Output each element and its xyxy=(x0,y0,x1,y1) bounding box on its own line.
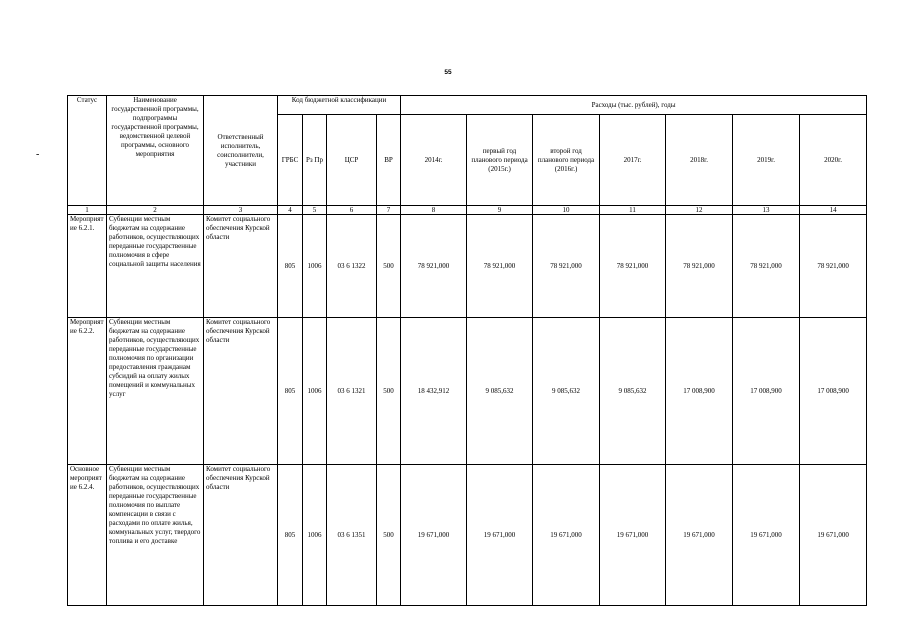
row-responsible: Комитет социального обеспечения Курской области xyxy=(204,318,278,465)
row-value-2014: 19 671,000 xyxy=(401,465,467,606)
row-value-2017: 78 921,000 xyxy=(600,215,666,318)
row-value-2019: 78 921,000 xyxy=(733,215,800,318)
header-budget-code: Код бюджетной классификации xyxy=(278,96,401,115)
row-value-2019: 17 008,900 xyxy=(733,318,800,465)
row-csr: 03 6 1351 xyxy=(327,465,377,606)
column-number-row xyxy=(68,206,867,215)
column-number: 6 xyxy=(327,206,377,215)
header-2020: 2020г. xyxy=(800,115,867,206)
table-row xyxy=(68,465,867,606)
row-csr: 03 6 1321 xyxy=(327,318,377,465)
column-number: 12 xyxy=(666,206,733,215)
row-vr: 500 xyxy=(377,318,401,465)
row-rzpr: 1006 xyxy=(303,465,327,606)
row-grbs: 805 xyxy=(278,465,303,606)
row-value-2017: 9 085,632 xyxy=(600,318,666,465)
column-number: 14 xyxy=(800,206,867,215)
row-value-2020: 17 008,900 xyxy=(800,318,867,465)
column-number: 8 xyxy=(401,206,467,215)
header-2014: 2014г. xyxy=(401,115,467,206)
column-number: 3 xyxy=(204,206,278,215)
header-name: Наименование государственной программы, подпрограммы государственной программы, ведомственной целевой программы, основного мероприятия xyxy=(107,96,204,206)
row-grbs: 805 xyxy=(278,215,303,318)
row-value-2017: 19 671,000 xyxy=(600,465,666,606)
row-csr: 03 6 1322 xyxy=(327,215,377,318)
header-vr: ВР xyxy=(377,115,401,206)
row-value-2014: 18 432,912 xyxy=(401,318,467,465)
header-responsible: Ответственный исполнитель, соисполнители, участники xyxy=(204,96,278,206)
header-2017: 2017г. xyxy=(600,115,666,206)
header-row-1 xyxy=(68,96,867,115)
header-2015: первый год планового периода (2015г.) xyxy=(467,115,533,206)
header-2016: второй год планового периода (2016г.) xyxy=(533,115,600,206)
column-number: 11 xyxy=(600,206,666,215)
row-status: Основное мероприятие 6.2.4. xyxy=(68,465,107,606)
row-value-2014: 78 921,000 xyxy=(401,215,467,318)
row-value-2015: 9 085,632 xyxy=(467,318,533,465)
row-value-2016: 19 671,000 xyxy=(533,465,600,606)
header-expenses: Расходы (тыс. рублей), годы xyxy=(401,96,867,115)
row-status: Мероприятие 6.2.1. xyxy=(68,215,107,318)
row-rzpr: 1006 xyxy=(303,215,327,318)
table-row xyxy=(68,318,867,465)
row-value-2016: 78 921,000 xyxy=(533,215,600,318)
row-vr: 500 xyxy=(377,465,401,606)
column-number: 10 xyxy=(533,206,600,215)
header-2019: 2019г. xyxy=(733,115,800,206)
row-value-2018: 78 921,000 xyxy=(666,215,733,318)
header-status: Статус xyxy=(68,96,107,206)
header-csr: ЦСР xyxy=(327,115,377,206)
row-vr: 500 xyxy=(377,215,401,318)
header-grbs: ГРБС xyxy=(278,115,303,206)
column-number: 2 xyxy=(107,206,204,215)
column-number: 9 xyxy=(467,206,533,215)
page-number: 55 xyxy=(444,69,452,76)
row-value-2019: 19 671,000 xyxy=(733,465,800,606)
column-number: 13 xyxy=(733,206,800,215)
row-value-2015: 78 921,000 xyxy=(467,215,533,318)
row-name: Субвенции местным бюджетам на содержание работников, осуществляющих переданные государственные полномочия в сфере социальной защиты населения xyxy=(107,215,204,318)
column-number: 7 xyxy=(377,206,401,215)
budget-table xyxy=(67,95,867,606)
row-value-2018: 19 671,000 xyxy=(666,465,733,606)
stray-mark: - xyxy=(36,149,40,160)
table-row xyxy=(68,215,867,318)
row-value-2016: 9 085,632 xyxy=(533,318,600,465)
row-responsible: Комитет социального обеспечения Курской области xyxy=(204,215,278,318)
row-name: Субвенции местным бюджетам на содержание работников, осуществляющих переданные государственные полномочия по организации предоставления гражданам субсидий на оплату жилых помещений и коммунальных услуг xyxy=(107,318,204,465)
column-number: 4 xyxy=(278,206,303,215)
row-rzpr: 1006 xyxy=(303,318,327,465)
row-value-2015: 19 671,000 xyxy=(467,465,533,606)
column-number: 1 xyxy=(68,206,107,215)
row-grbs: 805 xyxy=(278,318,303,465)
row-name: Субвенции местным бюджетам на содержание работников, осуществляющих переданные государственные полномочия по выплате компенсации в связи с расходами по оплате жилья, коммунальных услуг, твердого топлива и его доставке xyxy=(107,465,204,606)
row-value-2020: 78 921,000 xyxy=(800,215,867,318)
row-status: Мероприятие 6.2.2. xyxy=(68,318,107,465)
column-number: 5 xyxy=(303,206,327,215)
row-value-2018: 17 008,900 xyxy=(666,318,733,465)
row-value-2020: 19 671,000 xyxy=(800,465,867,606)
row-responsible: Комитет социального обеспечения Курской области xyxy=(204,465,278,606)
header-2018: 2018г. xyxy=(666,115,733,206)
header-rzpr: Рз Пр xyxy=(303,115,327,206)
